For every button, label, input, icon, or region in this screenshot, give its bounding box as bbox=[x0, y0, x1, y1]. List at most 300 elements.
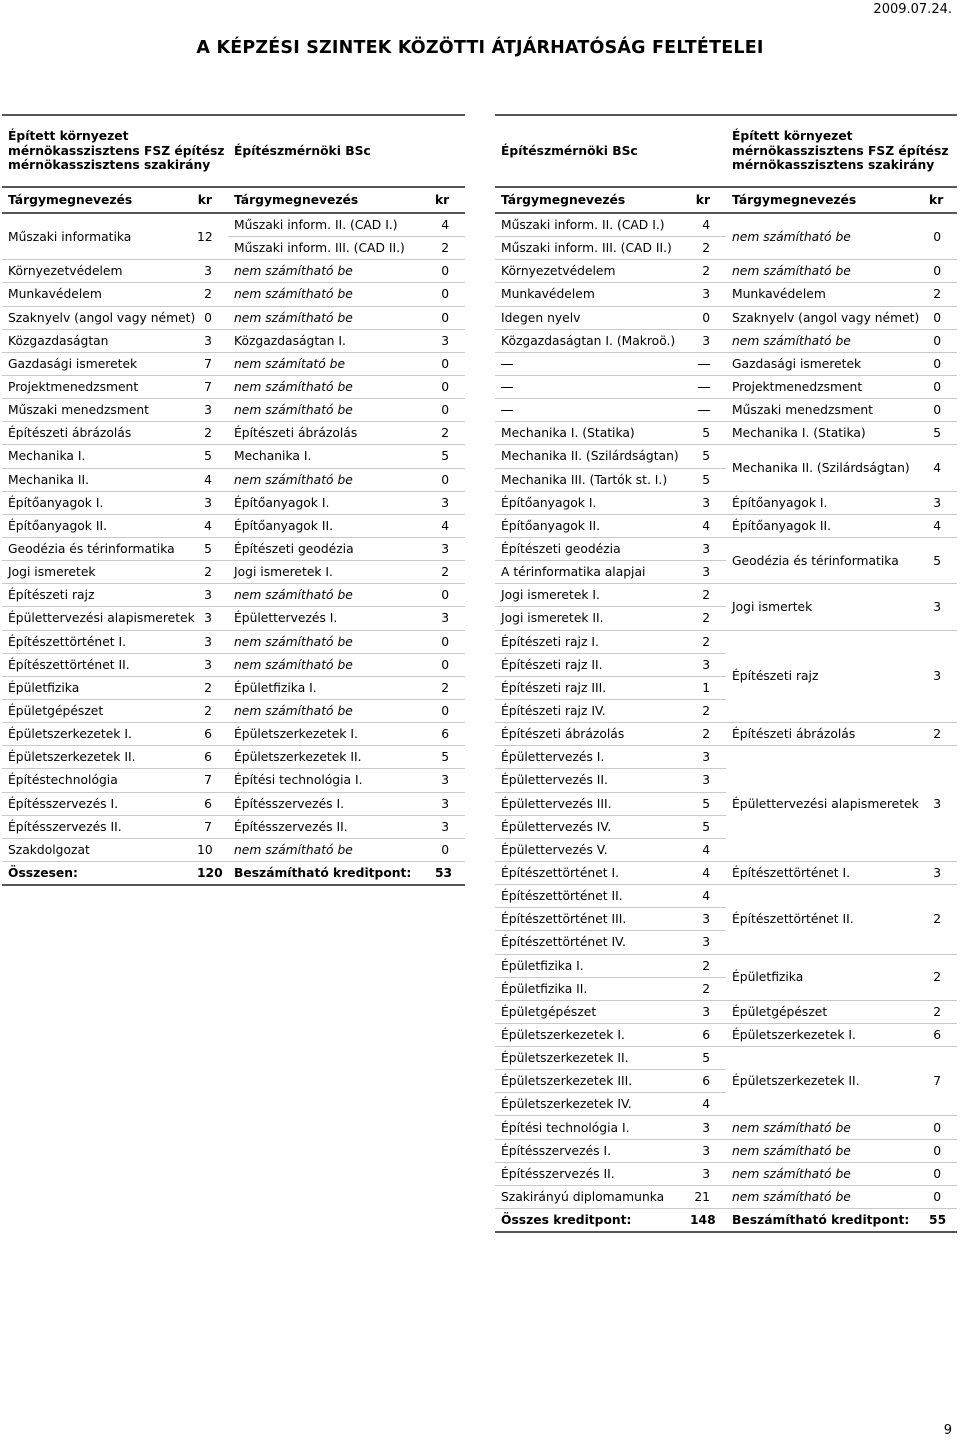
credit-fsz: 2 bbox=[929, 1000, 957, 1023]
credit-fsz: 3 bbox=[197, 630, 228, 653]
credit-bsc: 2 bbox=[690, 630, 726, 653]
subject-fsz: nem számítható be bbox=[726, 1139, 929, 1162]
credit-fsz: 7 bbox=[197, 769, 228, 792]
column-header-subject: Tárgymegnevezés bbox=[495, 187, 690, 213]
credit-fsz: 0 bbox=[929, 260, 957, 283]
program-header-bsc: Építészmérnöki BSc bbox=[495, 115, 726, 187]
subject-bsc: Építőanyagok II. bbox=[495, 514, 690, 537]
subject-bsc: Épülettervezés I. bbox=[228, 607, 435, 630]
column-header-kr: kr bbox=[197, 187, 228, 213]
subject-bsc: Építészeti ábrázolás bbox=[495, 723, 690, 746]
credit-bsc: 0 bbox=[435, 838, 465, 861]
credit-fsz: 6 bbox=[929, 1023, 957, 1046]
subject-bsc: Építészeti rajz I. bbox=[495, 630, 690, 653]
credit-fsz: 0 bbox=[929, 1185, 957, 1208]
subject-bsc: Építészettörténet II. bbox=[495, 885, 690, 908]
credit-bsc: 3 bbox=[690, 283, 726, 306]
subject-bsc-empty bbox=[495, 399, 690, 422]
credit-fsz: 0 bbox=[929, 1162, 957, 1185]
subject-bsc: Szakirányú diplomamunka bbox=[495, 1185, 690, 1208]
subject-bsc: Épületszerkezetek I. bbox=[228, 723, 435, 746]
table-row bbox=[2, 468, 465, 491]
subject-fsz: Építőanyagok II. bbox=[2, 514, 197, 537]
table-row bbox=[495, 445, 957, 468]
subject-bsc: Műszaki inform. III. (CAD II.) bbox=[228, 237, 435, 260]
total-label: Összes kreditpont: bbox=[495, 1209, 690, 1233]
credit-bsc: 0 bbox=[435, 260, 465, 283]
subject-bsc: Közgazdaságtan I. bbox=[228, 329, 435, 352]
credit-fsz: 3 bbox=[929, 491, 957, 514]
credit-bsc: 3 bbox=[690, 1162, 726, 1185]
subject-bsc: Építészeti geodézia bbox=[495, 537, 690, 560]
credit-bsc: 0 bbox=[435, 584, 465, 607]
table-row bbox=[495, 1116, 957, 1139]
subject-bsc: Jogi ismeretek II. bbox=[495, 607, 690, 630]
subject-fsz: Építésszervezés II. bbox=[2, 815, 197, 838]
subject-bsc: Épületfizika II. bbox=[495, 977, 690, 1000]
credit-fsz: 3 bbox=[197, 653, 228, 676]
credit-bsc: 3 bbox=[690, 1139, 726, 1162]
page-number: 9 bbox=[943, 1423, 952, 1438]
table-row bbox=[2, 607, 465, 630]
subject-bsc: Építési technológia I. bbox=[228, 769, 435, 792]
subject-fsz: Építőanyagok I. bbox=[726, 491, 929, 514]
table-row bbox=[495, 584, 957, 607]
subject-fsz: Mechanika I. (Statika) bbox=[726, 422, 929, 445]
table-row bbox=[495, 422, 957, 445]
subject-fsz: Szakdolgozat bbox=[2, 838, 197, 861]
table-row bbox=[2, 653, 465, 676]
credit-bsc: 3 bbox=[690, 329, 726, 352]
credit-bsc: 3 bbox=[690, 561, 726, 584]
subject-bsc: nem számítató be bbox=[228, 352, 435, 375]
credit-bsc: 3 bbox=[435, 792, 465, 815]
credit-bsc: 2 bbox=[435, 561, 465, 584]
table-row bbox=[2, 584, 465, 607]
credit-bsc: 6 bbox=[435, 723, 465, 746]
subject-fsz: Épületszerkezetek II. bbox=[726, 1047, 929, 1116]
credit-bsc: 2 bbox=[435, 676, 465, 699]
program-header-bsc: Építészmérnöki BSc bbox=[228, 115, 465, 187]
subject-bsc: nem számítható be bbox=[228, 653, 435, 676]
credit-bsc: 2 bbox=[690, 237, 726, 260]
credit-bsc: 4 bbox=[690, 1093, 726, 1116]
credit-fsz: 0 bbox=[929, 306, 957, 329]
creditable-label: Beszámítható kreditpont: bbox=[228, 861, 435, 885]
credit-fsz: 3 bbox=[197, 584, 228, 607]
credit-fsz: 6 bbox=[197, 792, 228, 815]
table-row bbox=[2, 746, 465, 769]
table-row bbox=[495, 1162, 957, 1185]
credit-bsc-empty bbox=[690, 399, 726, 422]
table-row bbox=[495, 283, 957, 306]
table-row bbox=[2, 537, 465, 560]
credit-bsc: 3 bbox=[690, 746, 726, 769]
subject-bsc: Építési technológia I. bbox=[495, 1116, 690, 1139]
table-row bbox=[495, 306, 957, 329]
dash-mark bbox=[698, 410, 710, 411]
credit-fsz: 3 bbox=[929, 584, 957, 630]
column-header-subject: Tárgymegnevezés bbox=[726, 187, 929, 213]
credit-fsz: 7 bbox=[197, 815, 228, 838]
subject-bsc: Mechanika I. bbox=[228, 445, 435, 468]
credit-fsz: 6 bbox=[197, 746, 228, 769]
subject-fsz: Épületszerkezetek I. bbox=[2, 723, 197, 746]
subject-bsc: Környezetvédelem bbox=[495, 260, 690, 283]
subject-bsc: nem számítható be bbox=[228, 838, 435, 861]
credit-bsc: 0 bbox=[435, 375, 465, 398]
credit-bsc: 5 bbox=[690, 815, 726, 838]
credit-bsc-empty bbox=[690, 375, 726, 398]
dash-mark bbox=[501, 387, 513, 388]
credit-bsc: 2 bbox=[435, 422, 465, 445]
right-equivalence-table bbox=[495, 114, 957, 1233]
subject-fsz: Építőanyagok I. bbox=[2, 491, 197, 514]
credit-bsc: 3 bbox=[435, 815, 465, 838]
dash-mark bbox=[501, 410, 513, 411]
subject-fsz: Műszaki menedzsment bbox=[2, 399, 197, 422]
credit-fsz: 3 bbox=[197, 329, 228, 352]
credit-bsc: 4 bbox=[435, 514, 465, 537]
table-row bbox=[495, 1185, 957, 1208]
table-row bbox=[495, 514, 957, 537]
subject-fsz: nem számítható be bbox=[726, 260, 929, 283]
credit-bsc-empty bbox=[690, 352, 726, 375]
subject-bsc: Épülettervezés IV. bbox=[495, 815, 690, 838]
credit-fsz: 3 bbox=[197, 260, 228, 283]
subject-bsc: Műszaki inform. III. (CAD II.) bbox=[495, 237, 690, 260]
credit-bsc: 2 bbox=[690, 954, 726, 977]
subject-bsc: Épületszerkezetek IV. bbox=[495, 1093, 690, 1116]
credit-bsc: 21 bbox=[690, 1185, 726, 1208]
subject-fsz: Közgazdaságtan bbox=[2, 329, 197, 352]
credit-bsc: 5 bbox=[690, 1047, 726, 1070]
subject-bsc: Mechanika III. (Tartók st. I.) bbox=[495, 468, 690, 491]
table-row bbox=[2, 561, 465, 584]
credit-bsc: 3 bbox=[435, 769, 465, 792]
subject-fsz: Jogi ismeretek bbox=[2, 561, 197, 584]
subject-bsc: Jogi ismeretek I. bbox=[495, 584, 690, 607]
table-row bbox=[2, 792, 465, 815]
subject-fsz: Épületfizika bbox=[726, 954, 929, 1000]
table-row bbox=[495, 213, 957, 237]
credit-fsz: 4 bbox=[197, 468, 228, 491]
subject-fsz: nem számítható be bbox=[726, 1116, 929, 1139]
credit-bsc: 4 bbox=[435, 213, 465, 237]
column-header-subject: Tárgymegnevezés bbox=[228, 187, 435, 213]
subject-fsz: Jogi ismertek bbox=[726, 584, 929, 630]
subject-fsz: Építészeti ábrázolás bbox=[2, 422, 197, 445]
credit-bsc: 3 bbox=[690, 769, 726, 792]
subject-bsc: Épületszerkezetek II. bbox=[495, 1047, 690, 1070]
subject-bsc: Idegen nyelv bbox=[495, 306, 690, 329]
subject-bsc: Építésszervezés I. bbox=[228, 792, 435, 815]
credit-bsc: 2 bbox=[690, 584, 726, 607]
subject-bsc: nem számítható be bbox=[228, 630, 435, 653]
subject-fsz: Épületfizika bbox=[2, 676, 197, 699]
credit-bsc: 5 bbox=[690, 468, 726, 491]
total-row bbox=[495, 1209, 957, 1233]
table-row bbox=[2, 491, 465, 514]
credit-fsz: 2 bbox=[929, 283, 957, 306]
subject-fsz: Gazdasági ismeretek bbox=[726, 352, 929, 375]
credit-bsc: 0 bbox=[690, 306, 726, 329]
table-row bbox=[495, 746, 957, 769]
table-row bbox=[2, 352, 465, 375]
total-label: Összesen: bbox=[2, 861, 197, 885]
left-equivalence-table bbox=[2, 114, 465, 886]
subject-fsz: Projektmenedzsment bbox=[726, 375, 929, 398]
table-row bbox=[2, 838, 465, 861]
subject-bsc: Munkavédelem bbox=[495, 283, 690, 306]
subject-fsz: Mechanika I. bbox=[2, 445, 197, 468]
credit-fsz: 7 bbox=[197, 352, 228, 375]
subject-bsc: Jogi ismeretek I. bbox=[228, 561, 435, 584]
subject-bsc: nem számítható be bbox=[228, 584, 435, 607]
credit-fsz: 2 bbox=[197, 699, 228, 722]
subject-bsc: nem számítható be bbox=[228, 399, 435, 422]
subject-bsc: Mechanika I. (Statika) bbox=[495, 422, 690, 445]
subject-bsc: Építészeti geodézia bbox=[228, 537, 435, 560]
subject-fsz: Környezetvédelem bbox=[2, 260, 197, 283]
subject-bsc: Építőanyagok I. bbox=[495, 491, 690, 514]
subject-fsz: nem számítható be bbox=[726, 1162, 929, 1185]
credit-fsz: 5 bbox=[197, 445, 228, 468]
subject-fsz: Épületszerkezetek II. bbox=[2, 746, 197, 769]
credit-bsc: 5 bbox=[690, 792, 726, 815]
subject-fsz: Geodézia és térinformatika bbox=[2, 537, 197, 560]
dash-mark bbox=[698, 387, 710, 388]
credit-fsz: 4 bbox=[929, 514, 957, 537]
subject-bsc: Építészettörténet III. bbox=[495, 908, 690, 931]
credit-fsz: 0 bbox=[929, 352, 957, 375]
table-row bbox=[2, 213, 465, 237]
credit-fsz: 3 bbox=[929, 861, 957, 884]
credit-bsc: 5 bbox=[690, 422, 726, 445]
credit-bsc: 4 bbox=[690, 213, 726, 237]
table-row bbox=[2, 375, 465, 398]
credit-bsc: 0 bbox=[435, 352, 465, 375]
total-row bbox=[2, 861, 465, 885]
subject-fsz: Épületgépészet bbox=[726, 1000, 929, 1023]
table-row bbox=[2, 676, 465, 699]
subject-fsz: Építésszervezés I. bbox=[2, 792, 197, 815]
credit-bsc: 3 bbox=[690, 1000, 726, 1023]
subject-bsc-empty bbox=[495, 352, 690, 375]
subject-bsc: Építésszervezés II. bbox=[495, 1162, 690, 1185]
subject-fsz: Épületgépészet bbox=[2, 699, 197, 722]
table-row bbox=[2, 329, 465, 352]
credit-fsz: 12 bbox=[197, 213, 228, 260]
subject-bsc: nem számítható be bbox=[228, 260, 435, 283]
page-title: A KÉPZÉSI SZINTEK KÖZÖTTI ÁTJÁRHATÓSÁG FELTÉTELEI bbox=[196, 38, 764, 58]
subject-bsc: Épülettervezés I. bbox=[495, 746, 690, 769]
credit-bsc: 4 bbox=[690, 838, 726, 861]
credit-bsc: 3 bbox=[435, 491, 465, 514]
table-row bbox=[495, 260, 957, 283]
subject-bsc: Építészeti rajz III. bbox=[495, 676, 690, 699]
subject-bsc: nem számítható be bbox=[228, 699, 435, 722]
table-row bbox=[495, 861, 957, 884]
subject-fsz: Szaknyelv (angol vagy német) bbox=[2, 306, 197, 329]
credit-fsz: 5 bbox=[929, 422, 957, 445]
subject-fsz: nem számítható be bbox=[726, 1185, 929, 1208]
credit-fsz: 7 bbox=[197, 375, 228, 398]
credit-bsc: 3 bbox=[690, 908, 726, 931]
credit-bsc: 4 bbox=[690, 885, 726, 908]
credit-fsz: 3 bbox=[197, 491, 228, 514]
column-header-kr: kr bbox=[929, 187, 957, 213]
program-header-fsz: Épített környezet mérnökasszisztens FSZ építész mérnökasszisztens szakirány bbox=[2, 115, 228, 187]
table-row bbox=[495, 1023, 957, 1046]
subject-bsc: Építészeti ábrázolás bbox=[228, 422, 435, 445]
creditable-total: 53 bbox=[435, 861, 465, 885]
credit-bsc: 2 bbox=[690, 699, 726, 722]
table-row bbox=[2, 769, 465, 792]
subject-bsc: Építészettörténet IV. bbox=[495, 931, 690, 954]
subject-fsz: Mechanika II. (Szilárdságtan) bbox=[726, 445, 929, 491]
subject-fsz: Munkavédelem bbox=[726, 283, 929, 306]
credit-bsc: 3 bbox=[435, 607, 465, 630]
creditable-label: Beszámítható kreditpont: bbox=[726, 1209, 929, 1233]
subject-fsz: Építészeti ábrázolás bbox=[726, 723, 929, 746]
credit-bsc: 3 bbox=[690, 537, 726, 560]
credit-fsz: 2 bbox=[197, 561, 228, 584]
subject-fsz: Műszaki menedzsment bbox=[726, 399, 929, 422]
subject-bsc: nem számítható be bbox=[228, 306, 435, 329]
subject-fsz: Építészettörténet I. bbox=[726, 861, 929, 884]
credit-fsz: 3 bbox=[929, 746, 957, 862]
table-row bbox=[2, 422, 465, 445]
credit-bsc: 0 bbox=[435, 283, 465, 306]
table-row bbox=[495, 1139, 957, 1162]
credit-fsz: 2 bbox=[929, 954, 957, 1000]
credit-bsc: 5 bbox=[690, 445, 726, 468]
subject-fsz: Szaknyelv (angol vagy német) bbox=[726, 306, 929, 329]
table-row bbox=[2, 445, 465, 468]
credit-fsz: 0 bbox=[929, 399, 957, 422]
subject-bsc: Műszaki inform. II. (CAD I.) bbox=[495, 213, 690, 237]
credit-bsc: 0 bbox=[435, 699, 465, 722]
credit-fsz: 2 bbox=[197, 422, 228, 445]
subject-bsc: Építészettörténet I. bbox=[495, 861, 690, 884]
table-row bbox=[2, 306, 465, 329]
subject-fsz: Építéstechnológia bbox=[2, 769, 197, 792]
credit-bsc: 6 bbox=[690, 1023, 726, 1046]
table-row bbox=[495, 352, 957, 375]
total-credit: 148 bbox=[690, 1209, 726, 1233]
credit-bsc: 1 bbox=[690, 676, 726, 699]
credit-fsz: 5 bbox=[197, 537, 228, 560]
column-header-subject: Tárgymegnevezés bbox=[2, 187, 197, 213]
credit-fsz: 2 bbox=[929, 723, 957, 746]
credit-bsc: 0 bbox=[435, 399, 465, 422]
subject-bsc: Épülettervezés III. bbox=[495, 792, 690, 815]
table-row bbox=[2, 514, 465, 537]
credit-fsz: 0 bbox=[929, 213, 957, 260]
table-row bbox=[2, 699, 465, 722]
table-row bbox=[2, 815, 465, 838]
credit-bsc: 6 bbox=[690, 1070, 726, 1093]
subject-fsz: Projektmenedzsment bbox=[2, 375, 197, 398]
credit-bsc: 0 bbox=[435, 653, 465, 676]
table-row bbox=[2, 399, 465, 422]
table-row bbox=[495, 399, 957, 422]
subject-fsz: Építőanyagok II. bbox=[726, 514, 929, 537]
document-date: 2009.07.24. bbox=[873, 2, 952, 17]
subject-fsz: Épülettervezési alapismeretek bbox=[2, 607, 197, 630]
creditable-total: 55 bbox=[929, 1209, 957, 1233]
credit-bsc: 2 bbox=[435, 237, 465, 260]
credit-bsc: 2 bbox=[690, 260, 726, 283]
subject-bsc: Közgazdaságtan I. (Makroö.) bbox=[495, 329, 690, 352]
credit-fsz: 7 bbox=[929, 1047, 957, 1116]
column-header-kr: kr bbox=[690, 187, 726, 213]
subject-fsz: Épülettervezési alapismeretek bbox=[726, 746, 929, 862]
credit-fsz: 0 bbox=[929, 1116, 957, 1139]
credit-bsc: 2 bbox=[690, 723, 726, 746]
credit-fsz: 0 bbox=[929, 1139, 957, 1162]
credit-bsc: 3 bbox=[690, 653, 726, 676]
subject-fsz: Geodézia és térinformatika bbox=[726, 537, 929, 583]
credit-fsz: 0 bbox=[929, 375, 957, 398]
subject-bsc: Műszaki inform. II. (CAD I.) bbox=[228, 213, 435, 237]
subject-bsc: Épületszerkezetek II. bbox=[228, 746, 435, 769]
subject-bsc: Építészeti rajz II. bbox=[495, 653, 690, 676]
subject-bsc: Építésszervezés I. bbox=[495, 1139, 690, 1162]
subject-bsc: Építészeti rajz IV. bbox=[495, 699, 690, 722]
table-row bbox=[495, 1000, 957, 1023]
subject-bsc: Építőanyagok II. bbox=[228, 514, 435, 537]
credit-bsc: 4 bbox=[690, 514, 726, 537]
credit-fsz: 0 bbox=[929, 329, 957, 352]
subject-fsz: nem számítható be bbox=[726, 329, 929, 352]
credit-fsz: 2 bbox=[929, 885, 957, 954]
credit-bsc: 2 bbox=[690, 977, 726, 1000]
subject-fsz: Építészeti rajz bbox=[726, 630, 929, 723]
dash-mark bbox=[501, 364, 513, 365]
credit-bsc: 3 bbox=[435, 537, 465, 560]
credit-bsc: 3 bbox=[690, 1116, 726, 1139]
subject-bsc: Épületszerkezetek I. bbox=[495, 1023, 690, 1046]
subject-fsz: Munkavédelem bbox=[2, 283, 197, 306]
subject-fsz: Építészettörténet I. bbox=[2, 630, 197, 653]
subject-bsc: Mechanika II. (Szilárdságtan) bbox=[495, 445, 690, 468]
credit-fsz: 3 bbox=[197, 399, 228, 422]
credit-bsc: 0 bbox=[435, 630, 465, 653]
dash-mark bbox=[698, 364, 710, 365]
table-row bbox=[495, 375, 957, 398]
subject-fsz: nem számítható be bbox=[726, 213, 929, 260]
table-row bbox=[495, 537, 957, 560]
subject-bsc: Épületfizika I. bbox=[228, 676, 435, 699]
program-header-fsz: Épített környezet mérnökasszisztens FSZ építész mérnökasszisztens szakirány bbox=[726, 115, 957, 187]
credit-bsc: 3 bbox=[690, 491, 726, 514]
subject-bsc: A térinformatika alapjai bbox=[495, 561, 690, 584]
subject-bsc: nem számítható be bbox=[228, 468, 435, 491]
subject-fsz: Épületszerkezetek I. bbox=[726, 1023, 929, 1046]
table-row bbox=[2, 283, 465, 306]
subject-bsc: Épületszerkezetek III. bbox=[495, 1070, 690, 1093]
subject-fsz: Építészeti rajz bbox=[2, 584, 197, 607]
table-row bbox=[2, 723, 465, 746]
table-row bbox=[495, 1047, 957, 1070]
credit-fsz: 4 bbox=[929, 445, 957, 491]
credit-fsz: 2 bbox=[197, 676, 228, 699]
credit-fsz: 3 bbox=[197, 607, 228, 630]
credit-fsz: 5 bbox=[929, 537, 957, 583]
table-row bbox=[2, 630, 465, 653]
